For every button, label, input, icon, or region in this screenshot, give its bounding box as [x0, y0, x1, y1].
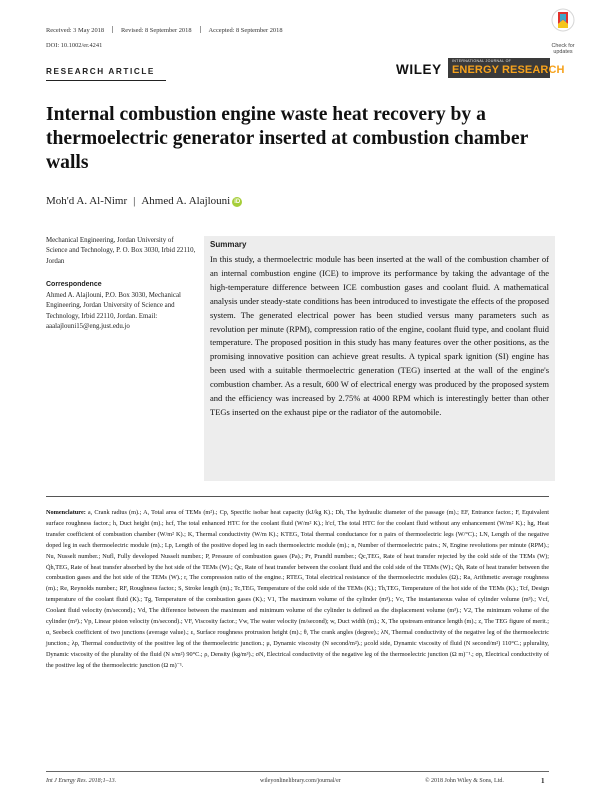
- nomenclature-label: Nomenclature:: [46, 509, 86, 516]
- crossmark-badge[interactable]: [538, 8, 588, 55]
- accepted-date: Accepted: 8 September 2018: [208, 27, 283, 34]
- author-list: [46, 195, 242, 207]
- crossmark-text-2: updates: [553, 49, 573, 55]
- crossmark-icon: [551, 8, 575, 38]
- article-type: RESEARCH ARTICLE: [46, 67, 155, 76]
- nomenclature: [46, 508, 549, 672]
- revised-date: Revised: 8 September 2018: [121, 27, 192, 34]
- journal-logo-small: INTERNATIONAL JOURNAL OF: [452, 59, 512, 63]
- affiliation: Mechanical Engineering, Jordan University of Science and Technology, P. O. Box 3030, Irbid 22110, Jordan: [46, 237, 196, 265]
- footer-rule: [46, 771, 549, 772]
- received-date: Received: 3 May 2018: [46, 27, 105, 34]
- nomenclature-text: a, Crank radius (m).; A, Total area of TEMs (m²).; Cp, Specific isobar heat capacity (kJ/kg K).; Dh, The hydraulic diameter of the passage (m).; EF, Entrance factor.; F, Equivalent surface roughness factor.; h, Duct height (m).; hcf, The total enhanced HTC for the coolant fluid (W/m² K).; h'cf, The total HTC for the coolant fluid without any enhancement (W/m² K).; hg, Heat transfer coefficient of combustion chamber (W/m² K).; K, Thermal conductivity (W/m K).; KTEG, Total thermal conductance for n pairs of thermoelectric legs (W/°C).; LN, Length of the negative doped leg in each thermoelectric module (m).; Lp, Length of the positive doped leg in each thermoelectric module (m).; n, Number of thermoelectric pairs.; N, Engine revolutions per minute (RPM).; Nu, Nusselt number.; Nufl, Fully developed Nusselt number.; P, Pressure of combustion gases (Pa).; Pr, Prandtl number.; Q̇c,TEG, Rate of heat transfer rejected by the cold side of the TEMs (W); Q̇h,TEG, Rate of heat transfer absorbed by the hot side of the TEMs (W).; Q̇c, Rate of heat transfer between the coolant fluid and the cold side of the TEMs (W).; Q̇h, Rate of heat transfer between the combustion gases and the hot side of the TEMs (W).; r, The compression ratio of the engine.; RTEG, Total electrical resistance of the thermoelectric modules (Ω).; Ra, Arithmetic average roughness (m).; Re, Reynolds number.; RF, Roughness factor.; S, Stroke length (m).; Tc,TEG, Temperature of the cold side of the TEMs (K).; Th,TEG, Temperature of the hot side of the TEMs (K).; Tcf, Design temperature of the coolant fluid (K).; Tg, Temperature of the combustion gases (K).; V1, The maximum volume of the cylinder (m³).; Vc, The instantaneous value of cylinder volume (m³).; Vcf, Coolant fluid velocity (m/second).; Vd, The difference between the maximum and minimum volume of the cylinder is defined as the displacement volume (m³).; V2, The minimum volume of the cylinder (m³).; Vp, Linear piston velocity (m/second).; VF, Viscosity factor.; Vw, The water velocity (m/second); w, Duct width (m).; X, The upstream entrance length (m).; z, The TEG figure of merit.; α, Seebeck coefficient of two junctions (average value).; ε, Surface roughness protrusion height (m).; θ, The crank angles (degree).; λN, Thermal conductivity of the negative leg of the thermoelectric junction.; λp, Thermal conductivity of the positive leg of the thermoelectric junction.; μ, Dynamic viscosity (N second/m²).; μcold side, Dynamic viscosity of fluid (N second/m²) 110°C.; μplurality, Dynamic viscosity of the plurality of the fluid (N s/m²) 90°C.; ρ, Density (kg/m³).; σN, Electrical conductivity of the negative leg of the thermoelectric junction (Ω m)⁻¹.; σp, Electrical conductivity of the positive leg of the thermoelectric junction (Ω m)⁻¹.: [46, 509, 550, 669]
- correspondence-text: Ahmed A. Alajlouni, P.O. Box 3030, Mechanical Engineering, Jordan University of Science and Technology, Irbid 22110, Jordan. Email: aaalajlouni15@eng.just.edu.jo: [46, 292, 181, 331]
- footer-journal: Int J Energy Res. 2018;1–13.: [46, 778, 117, 784]
- summary-heading: Summary: [210, 240, 247, 249]
- article-dates: [46, 26, 283, 34]
- footer-copyright: © 2018 John Wiley & Sons, Ltd.: [425, 778, 504, 784]
- author-separator: |: [133, 195, 136, 207]
- nomenclature-rule: [46, 496, 549, 497]
- crossmark-text-1: Check for: [551, 43, 575, 49]
- publisher-logo: WILEY: [396, 62, 442, 77]
- footer-url[interactable]: wileyonlinelibrary.com/journal/er: [260, 778, 341, 784]
- article-type-rule: [46, 80, 166, 81]
- correspondence-heading: Correspondence: [46, 281, 102, 288]
- orcid-icon[interactable]: iD: [234, 199, 241, 205]
- article-title: Internal combustion engine waste heat recovery by a thermoelectric generator inserted at combustion chamber walls: [46, 104, 528, 173]
- journal-logo: [448, 58, 565, 78]
- author-2[interactable]: Ahmed A. Alajlouni: [141, 195, 231, 207]
- summary-text: In this study, a thermoelectric module has been inserted at the wall of the combustion chamber of an internal combustion engine (ICE) to improve its performance by taking the advantage of the high-temperature difference between ICE combustion gases and coolant fluid. A mathematical analysis under steady-state conditions has been introduced to investigate the effects of the proposed system. The generated electrical power has been studied versus many parameters such as revolution per minute (RPM), compression ratio of the engine, coolant fluid type, and coolant fluid temperature. The proposed position in this study has many features over the other positions, as the promising innovative position can achieve great results. A typical spark ignition (SI) engine has been used with a suitable thermoelectric generation (TEG) inserted at the wall of the engine's combustion chamber. As a result, 600 W of electrical energy was produced by the proposed system and the efficiency was increased by 2.75% at 4000 RPM which is interestingly better than other TEGs inserted on the exhaust pipe or the radiator of the automobile.: [210, 254, 549, 417]
- doi[interactable]: DOI: 10.1002/er.4241: [46, 42, 103, 49]
- journal-logo-big: ENERGY RESEARCH: [452, 64, 565, 76]
- page-number: 1: [541, 777, 545, 785]
- author-1[interactable]: Moh'd A. Al-Nimr: [46, 195, 128, 207]
